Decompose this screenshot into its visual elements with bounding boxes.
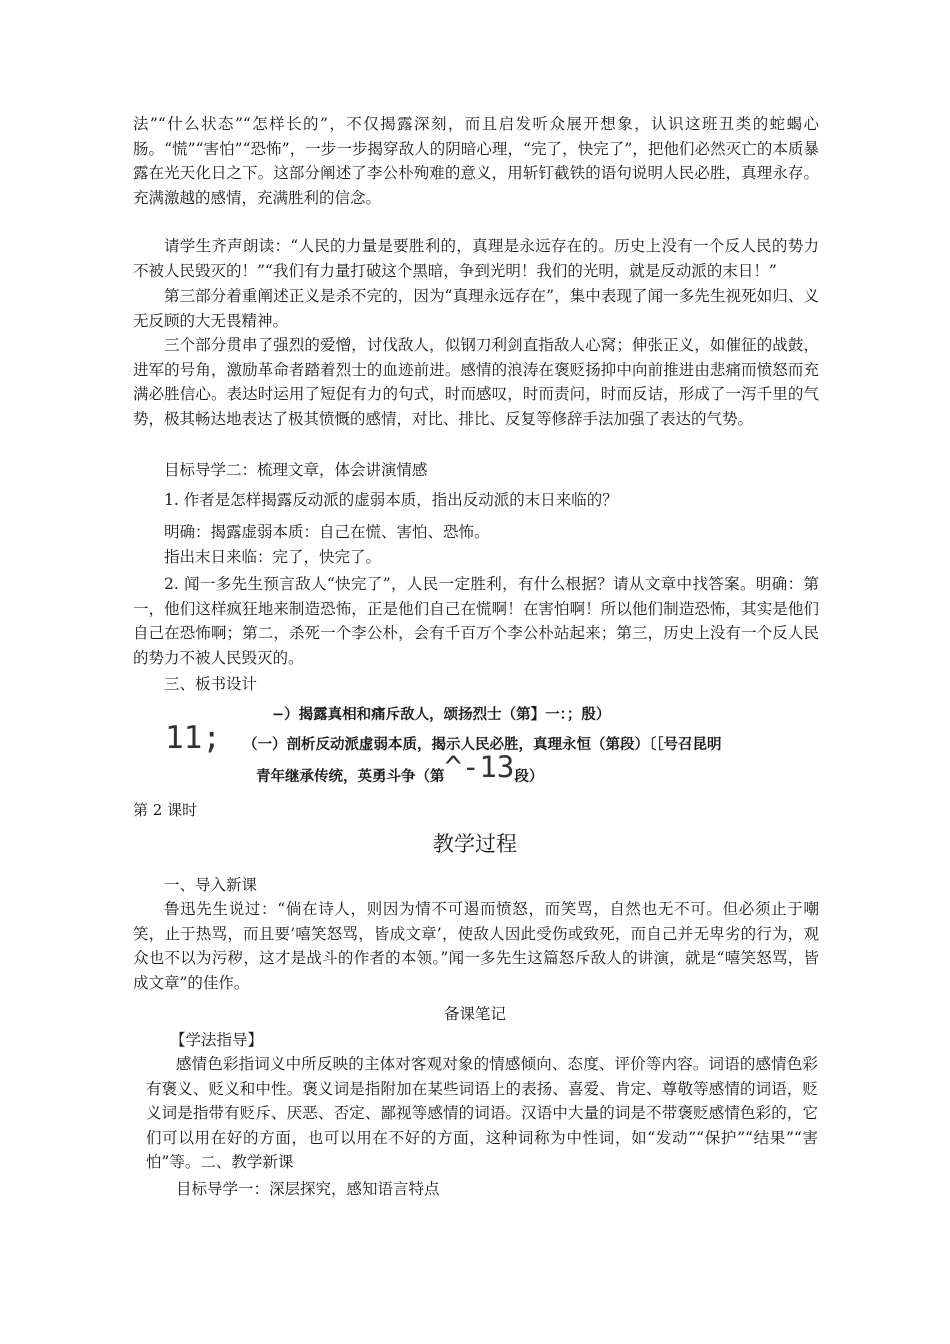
answer-one-line1: 明确：揭露虚弱本质：自己在慌、害怕、恐怖。 bbox=[164, 523, 490, 541]
board-line-3 bbox=[256, 750, 544, 788]
paragraph-summary: 三个部分贯串了强烈的爱憎，讨伐敌人，似钢刀利剑直指敌人心窝；伸张正义，如催征的战鼓，进军的号角，激励革命者踏着烈士的血迹前进。感情的浪涛在褒贬扬抑中向前推进由悲痛而愤怒而充满必胜信心。表达时运用了短促有力的句式，时而感叹，时而责问，时而反诘，形成了一泻千里的气势，极其畅达地表达了极其愤慨的感情，对比、排比、反复等修辞手法加强了表达的气势。 bbox=[133, 336, 819, 428]
answer-one-line2: 指出末日来临：完了，快完了。 bbox=[164, 548, 382, 566]
question-two: 2. 闻一多先生预言敌人“快完了”，人民一定胜利，有什么根据？请从文章中找答案。明确：第一，他们这样疯狂地来制造恐怖，正是他们自己在慌啊！在害怕啊！所以他们制造恐怖，其实是他们自己在恐怖啊；第二，杀死一个李公朴，会有千百万个李公朴站起来；第三，历史上没有一个反人民的势力不被人民毁灭的。 bbox=[133, 575, 819, 667]
paragraph-read-aloud: 请学生齐声朗读：“人民的力量是要胜利的，真理是永远存在的。历史上没有一个反人民的势力不被人民毁灭的！”“我们有力量打破这个黑暗，争到光明！我们的光明，就是反动派的末日！” bbox=[133, 237, 819, 280]
intro-paragraph: 鲁迅先生说过：“倘在诗人，则因为情不可遏而愤怒，而笑骂，自然也无不可。但必须止于嘲笑，止于热骂，而且要’嘻笑怒骂，皆成文章’，使敌人因此受伤或致死，而自己并无卑劣的行为，观众也不以为污秽，这才是战斗的作者的本领。”闻一多先生这篇怒斥敌人的讲演，就是“嘻笑怒骂，皆成文章”的佳作。 bbox=[133, 900, 819, 992]
board-glyph-mid: ^-13 bbox=[444, 750, 515, 784]
goal-one-heading: 目标导学一：深层探究，感知语言特点 bbox=[176, 1180, 440, 1198]
board-design-heading: 三、板书设计 bbox=[164, 675, 258, 693]
section-title: 教学过程 bbox=[433, 832, 517, 856]
question-one: 1. 作者是怎样揭露反动派的虚弱本质，指出反动派的末日来临的？ bbox=[164, 491, 618, 509]
method-heading: 【学法指导】 bbox=[170, 1031, 264, 1049]
paragraph-analysis-part3: 第三部分着重阐述正义是杀不完的，因为“真理永远存在”，集中表现了闻一多先生视死如归、义无反顾的大无畏精神。 bbox=[133, 287, 819, 330]
board-line-2: （一）剖析反动派虚弱本质，揭示人民必胜，真理永恒（第段）〔［号召昆明 bbox=[243, 737, 722, 753]
board-line-3-end: 段） bbox=[514, 769, 544, 785]
board-line-1: −）揭露真相和痛斥敌人，颂扬烈士（第】一：；殷） bbox=[272, 707, 611, 723]
notes-label: 备课笔记 bbox=[443, 1005, 506, 1023]
goal-two-heading: 目标导学二：梳理文章，体会讲演情感 bbox=[164, 461, 428, 479]
board-glyph-left: 11; bbox=[165, 720, 221, 756]
method-paragraph: 感情色彩指词义中所反映的主体对客观对象的情感倾向、态度、评价等内容。词语的感情色彩有褒义、贬义和中性。褒义词是指附加在某些词语上的表扬、喜爱、肯定、尊敬等感情的词语，贬义词是指带有贬斥、厌恶、否定、鄙视等感情的词语。汉语中大量的词是不带褒贬感情色彩的，它们可以用在好的方面，也可以用在不好的方面，这种词称为中性词，如“发动”“保护”“结果”“害怕”等。二、教学新课 bbox=[146, 1055, 818, 1171]
paragraph-analysis-part2: 法”“什么状态”“怎样长的”，不仅揭露深刻，而且启发听众展开想象，认识这班丑类的蛇蝎心肠。“慌”“害怕”“恐怖”，一步一步揭穿敌人的阴暗心理，“完了，快完了”，把他们必然灭亡的本质暴露在光天化日之下。这部分阐述了李公朴殉难的意义，用斩钉截铁的语句说明人民必胜，真理永存。充满激越的感情，充满胜利的信念。 bbox=[133, 115, 819, 207]
lesson-label: 第 2 课时 bbox=[133, 801, 198, 819]
intro-heading: 一、导入新课 bbox=[164, 876, 258, 894]
board-line-3-start: 青年继承传统，英勇斗争（第 bbox=[256, 769, 445, 785]
